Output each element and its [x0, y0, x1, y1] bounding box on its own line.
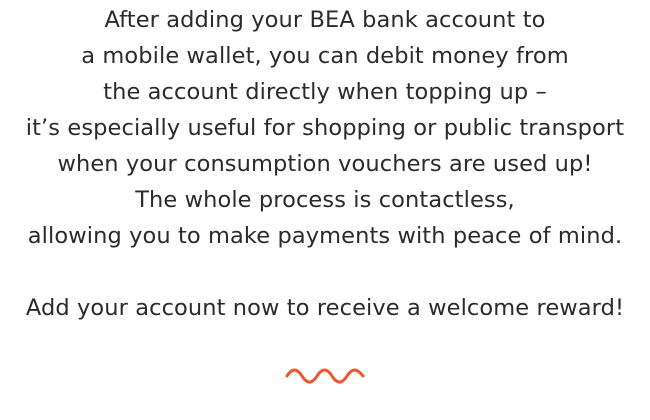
intro-line-5: when your consumption vouchers are used up! [57, 151, 593, 177]
cta-line: Add your account now to receive a welcome reward! [25, 295, 625, 321]
intro-line-7: allowing you to make payments with peace of mind. [27, 223, 623, 249]
intro-line-2: a mobile wallet, you can debit money from [81, 43, 569, 69]
intro-line-1: After adding your BEA bank account to [104, 7, 546, 33]
divider [0, 360, 650, 388]
wavy-divider-icon [285, 364, 365, 384]
intro-line-4: it’s especially useful for shopping or public transport [25, 115, 625, 141]
intro-line-6: The whole process is contactless, [135, 187, 515, 213]
intro-line-3: the account directly when topping up – [103, 79, 547, 105]
call-to-action-text [0, 290, 650, 326]
